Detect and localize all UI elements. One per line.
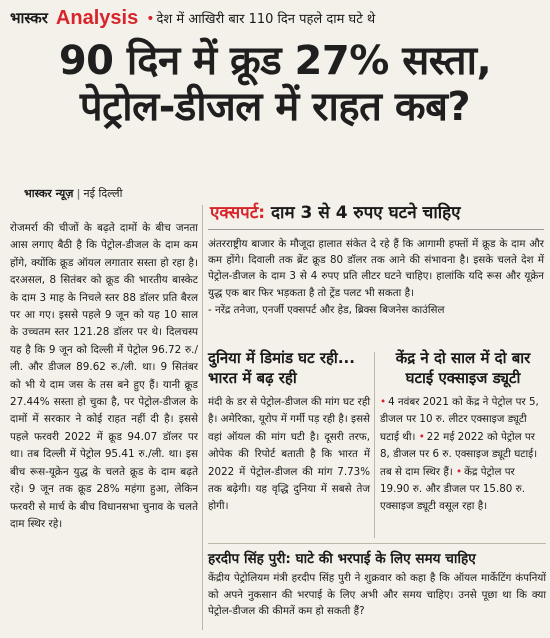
byline-agency: भास्कर न्यूज़	[24, 187, 74, 200]
column-divider-2	[374, 352, 375, 538]
byline	[24, 186, 122, 201]
middle-heading: दुनिया में डिमांड घट रही... भारत में बढ़ रही	[208, 349, 355, 387]
expert-signature: - नरेंद्र तनेजा, एनर्जी एक्सपर्ट और हेड, ब्रिक्स बिजनेस काउंसिल	[208, 303, 445, 316]
left-column-text: रोजमर्रा की चीजों के बढ़ते दामों के बीच जनता आस लगाए बैठी है कि पेट्रोल-डीजल के दाम कम होंगे, क्योंकि क्रूड ऑयल लगातार सस्ता हो रहा है। दरअसल, 8 सितंबर को क्रूड की भारतीय बास्केट के दाम 3 माह के निचले स्तर 88 डॉलर प्रति बैरल पर आ गए। इससे पहले 9 जून को यह 10 साल के उच्चतम स्तर 121.28 डॉलर पर थे। दिलचस्प यह है कि 9 जून को दिल्ली में पेट्रोल 96.72 रु./ली. और डीजल 89.62 रु./ली. था। 9 सितंबर को भी ये दाम जस के तस बने हुए हैं। यानी क्रूड 27.44% सस्ता हो चुका है, पर पेट्रोल-डीजल के दामों में सरकार ने कोई राहत नहीं दी है। इससे पहले फरवरी 2022 में क्रूड 94.07 डॉलर पर था। तब दिल्ली में पेट्रोल 95.41 रु./ली. था। इस बीच रूस-यूक्रेन युद्ध के चलते क्रूड के दाम बढ़ते रहे। 9 जून तक क्रूड 28% महंगा हुआ, लेकिन फरवरी से मार्च के बीच विधानसभा चुनाव के चलते दाम स्थिर रहे।	[10, 222, 198, 530]
right-bullet-3: केंद्र पेट्रोल पर 19.90 रु. और डीजल पर 15.80 रु. एक्साइज ड्यूटी वसूल रहा है।	[380, 465, 526, 513]
middle-text: मंदी के डर से पेट्रोल-डीजल की मांग घट रही है। अमेरिका, यूरोप में गर्मी पड़ रही है। इससे वहां ऑयल की मांग घटी है। दूसरी तरफ, ओपेक की रिपोर्ट बताती है कि भारत में 2022 में पेट्रोल-डीजल की मांग 7.73% तक बढ़ेगी। यह वृद्धि दुनिया में सबसे तेज होगी।	[208, 396, 370, 513]
headline-line-1: 90 दिन में क्रूड 27% सस्ता,	[58, 38, 492, 84]
column-divider	[202, 205, 203, 630]
expert-divider	[208, 229, 544, 230]
top-note-text: देश में आखिरी बार 110 दिन पहले दाम घटे थे	[156, 12, 376, 27]
right-heading: केंद्र ने दो साल में दो बार घटाई एक्साइज ड्यूटी	[395, 349, 531, 387]
bullet-icon: •	[146, 11, 155, 27]
middle-column	[208, 348, 370, 516]
bullet-icon: •	[418, 430, 425, 443]
right-bullet-1: 4 नवंबर 2021 को केंद्र ने पेट्रोल पर 5, डीजल पर 10 रु. लीटर एक्साइज ड्यूटी घटाई थी।	[380, 396, 539, 443]
bottom-box	[208, 548, 546, 620]
section-label: Analysis	[55, 6, 139, 29]
bottom-title	[208, 548, 546, 567]
bullet-icon: •	[380, 396, 387, 408]
byline-separator: |	[76, 187, 81, 200]
expert-text: अंतरराष्ट्रीय बाजार के मौजूदा हालात संकेत दे रहे हैं कि आगामी हफ्तों में क्रूड के दाम और कम होंगे। दिवाली तक ब्रेंट क्रूड 80 डॉलर तक आने की संभावना है। इसके चलते देश में पेट्रोल-डीजल के दाम 3 से 4 रुपए प्रति लीटर घटने चाहिए। हालांकि यदि रूस और यूक्रेन युद्ध एक बार फिर भड़कता है तो ट्रेंड पलट भी सकता है।	[208, 238, 544, 299]
byline-city: नई दिल्ली	[83, 187, 123, 200]
right-column	[380, 348, 546, 516]
bottom-text: केंद्रीय पेट्रोलियम मंत्री हरदीप सिंह पुरी ने शुक्रवार को कहा है कि ऑयल मार्केटिंग कंपनियों को अपने नुकसान की भरपाई के लिए अभी और समय चाहिए। उनसे पूछा था कि क्या पेट्रोल-डीजल की कीमतें कम हो सकती हैं?	[208, 572, 546, 617]
right-bullet-2: 22 मई 2022 को पेट्रोल पर 8, डीजल पर 6 रु. एक्साइज ड्यूटी घटाई। तब से दाम स्थिर हैं।	[380, 430, 538, 478]
bottom-heading: घाटे की भरपाई के लिए समय चाहिए	[295, 551, 476, 567]
bottom-divider	[208, 543, 546, 544]
top-strip	[0, 0, 550, 36]
top-note	[146, 9, 375, 27]
expert-heading: दाम 3 से 4 रुपए घटने चाहिए	[271, 203, 461, 223]
headline	[0, 40, 550, 128]
bullet-icon: •	[456, 465, 463, 478]
left-column	[10, 220, 198, 632]
expert-box	[208, 200, 544, 335]
expert-tag: एक्सपर्ट:	[210, 203, 266, 223]
expert-title	[210, 200, 544, 223]
right-text	[380, 394, 546, 516]
headline-line-2: पेट्रोल-डीजल में राहत कब?	[79, 84, 471, 130]
bottom-name: हरदीप सिंह पुरी:	[208, 551, 291, 567]
brand-logo: भास्कर	[10, 9, 48, 27]
